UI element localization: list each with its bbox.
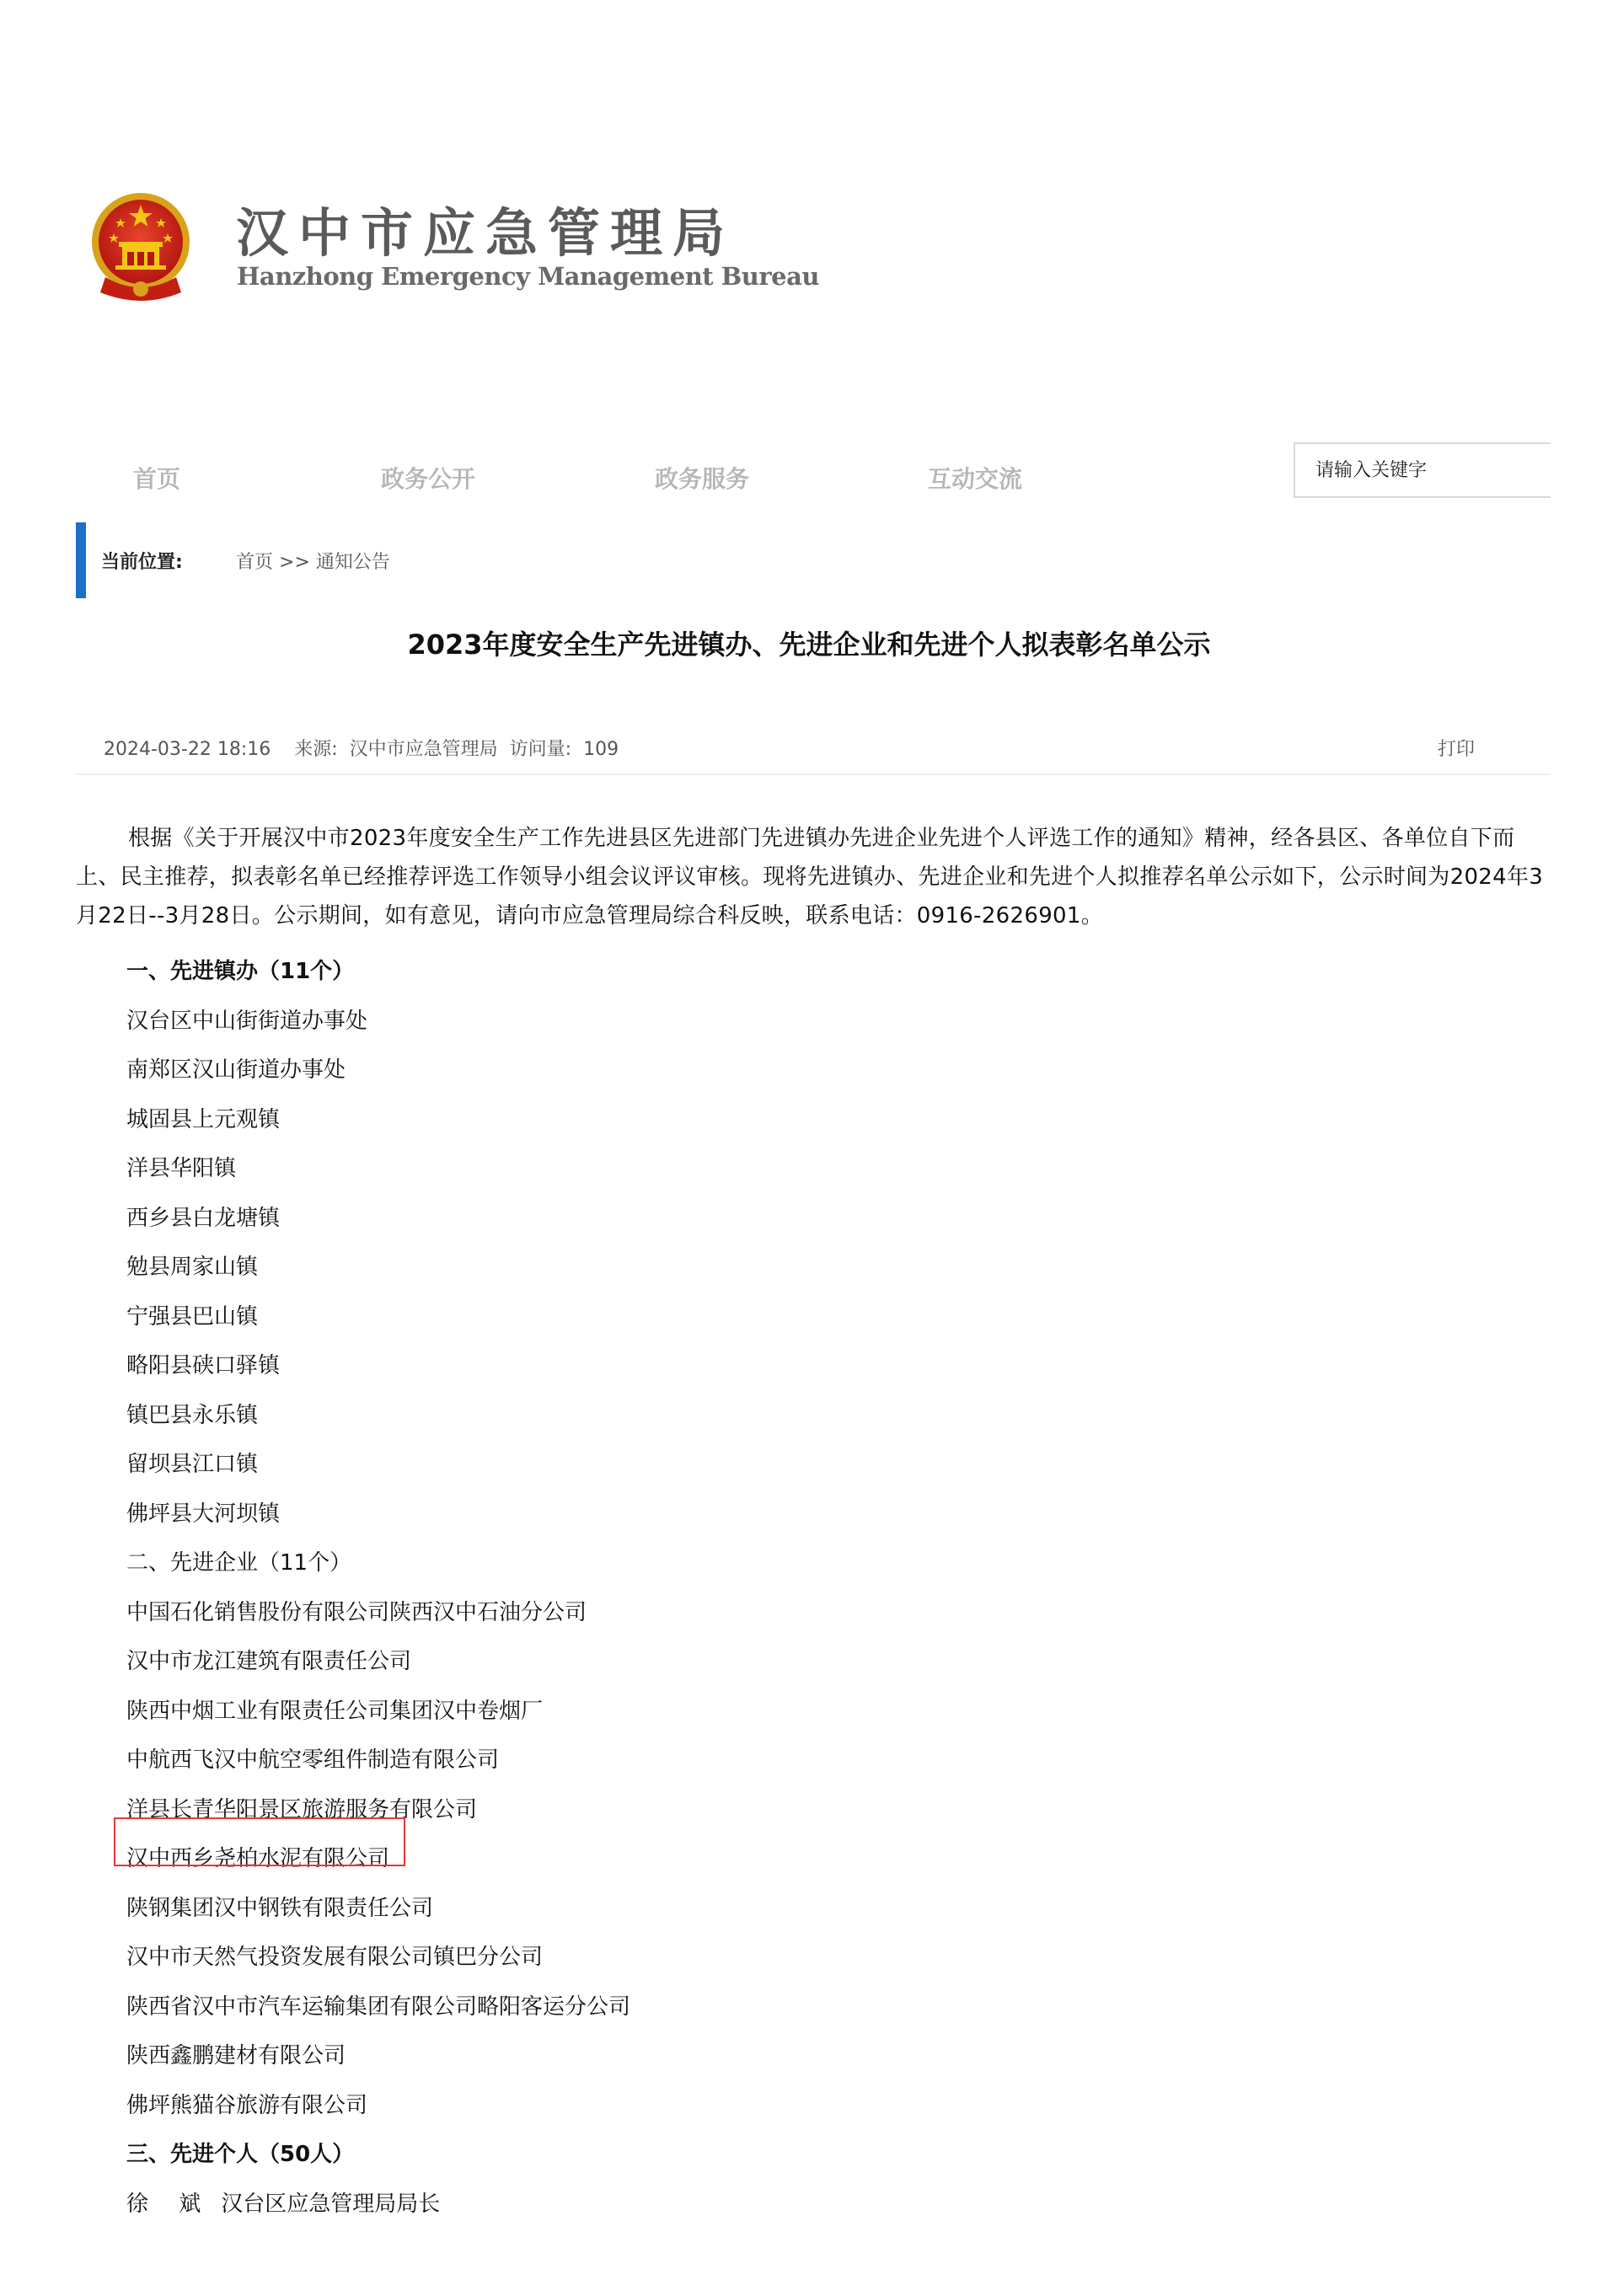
- list-item: 南郑区汉山街道办事处: [126, 1057, 346, 1083]
- search-input[interactable]: [1294, 442, 1551, 498]
- list-item: 略阳县硖口驿镇: [126, 1353, 281, 1378]
- article-intro: 根据《关于开展汉中市2023年度安全生产工作先进县区先进部门先进镇办先进企业先进个人评选工作的通知》精神，经各县区、各单位自下而上、民主推荐，拟表彰名单已经推荐评选工作领导小组会议评议审核。现将先进镇办、先进企业和先进个人拟推荐名单公示如下，公示时间为2024年3月22日--3月28日。公示期间，如有意见，请向市应急管理局综合科反映，联系电话：0916-2626901。: [76, 826, 1544, 929]
- print-button[interactable]: 打印: [1437, 739, 1475, 760]
- list-item: 城固县上元观镇: [126, 1106, 281, 1132]
- list-item: 镇巴县永乐镇: [126, 1402, 259, 1428]
- list-item: 洋县长青华阳景区旅游服务有限公司: [126, 1796, 478, 1822]
- site-header: [88, 181, 819, 308]
- list-item: 宁强县巴山镇: [126, 1303, 259, 1330]
- nav-item-interaction[interactable]: 互动交流: [928, 465, 1023, 493]
- list-item: 佛坪县大河坝镇: [126, 1501, 281, 1527]
- breadcrumb-path: [236, 548, 390, 574]
- section-heading-enterprises: 二、先进企业（11个）: [126, 1550, 352, 1576]
- list-item: 中国石化销售股份有限公司陕西汉中石油分公司: [126, 1599, 587, 1625]
- list-item: 陕西省汉中市汽车运输集团有限公司略阳客运分公司: [126, 1994, 631, 2020]
- nav-item-government-affairs[interactable]: 政务公开: [381, 465, 476, 493]
- breadcrumb-home-link[interactable]: 首页: [236, 552, 274, 573]
- award-list: [126, 947, 1475, 2229]
- national-emblem-icon: [88, 190, 193, 304]
- article-meta-info: [104, 735, 619, 761]
- article-views: 109: [583, 739, 619, 760]
- list-item: 陕西中烟工业有限责任公司集团汉中卷烟厂: [126, 1698, 544, 1724]
- list-item: 中航西飞汉中航空零组件制造有限公司: [126, 1747, 500, 1773]
- article-date: 2024-03-22 18:16: [104, 739, 271, 760]
- breadcrumb-label: 当前位置:: [101, 552, 183, 573]
- breadcrumb-accent-bar: [76, 522, 86, 598]
- list-item: 勉县周家山镇: [126, 1255, 259, 1280]
- nav-item-government-services[interactable]: 政务服务: [655, 465, 750, 493]
- person-name: 徐 斌: [126, 2191, 213, 2217]
- list-item-highlighted: 汉中西乡尧柏水泥有限公司: [126, 1846, 390, 1871]
- article-source-label: 来源:: [294, 739, 338, 760]
- list-item: 汉中市龙江建筑有限责任公司: [126, 1649, 412, 1674]
- main-nav: [0, 442, 1618, 510]
- list-item: 留坝县江口镇: [126, 1452, 259, 1477]
- breadcrumb-current-link[interactable]: 通知公告: [315, 552, 390, 573]
- article-source: 汉中市应急管理局: [349, 739, 498, 760]
- list-item: 汉台区中山街街道办事处: [126, 1008, 368, 1034]
- list-item: 陕西鑫鹏建材有限公司: [126, 2043, 346, 2069]
- list-item: 西乡县白龙塘镇: [126, 1205, 281, 1231]
- article-views-label: 访问量:: [509, 739, 572, 760]
- list-item-person: [126, 2180, 1475, 2229]
- nav-item-home[interactable]: 首页: [133, 465, 181, 493]
- section-heading-towns: 一、先进镇办（11个）: [126, 959, 355, 984]
- section-heading-individuals: 三、先进个人（50人）: [126, 2142, 355, 2167]
- breadcrumb-separator: >>: [279, 552, 310, 573]
- article-meta: [76, 726, 1551, 775]
- article-title: 2023年度安全生产先进镇办、先进企业和先进个人拟表彰名单公示: [407, 629, 1211, 661]
- site-title-en: Hanzhong Emergency Management Bureau: [237, 262, 819, 291]
- person-title: 汉台区应急管理局局长: [221, 2191, 441, 2217]
- list-item: 汉中市天然气投资发展有限公司镇巴分公司: [126, 1945, 544, 1970]
- highlight-box: [114, 1817, 405, 1866]
- site-title-cn: 汉中市应急管理局: [236, 202, 736, 264]
- list-item: 陕钢集团汉中钢铁有限责任公司: [126, 1895, 434, 1921]
- list-item: 佛坪熊猫谷旅游有限公司: [126, 2092, 368, 2118]
- list-item: 洋县华阳镇: [126, 1156, 237, 1181]
- breadcrumb: [76, 522, 1551, 598]
